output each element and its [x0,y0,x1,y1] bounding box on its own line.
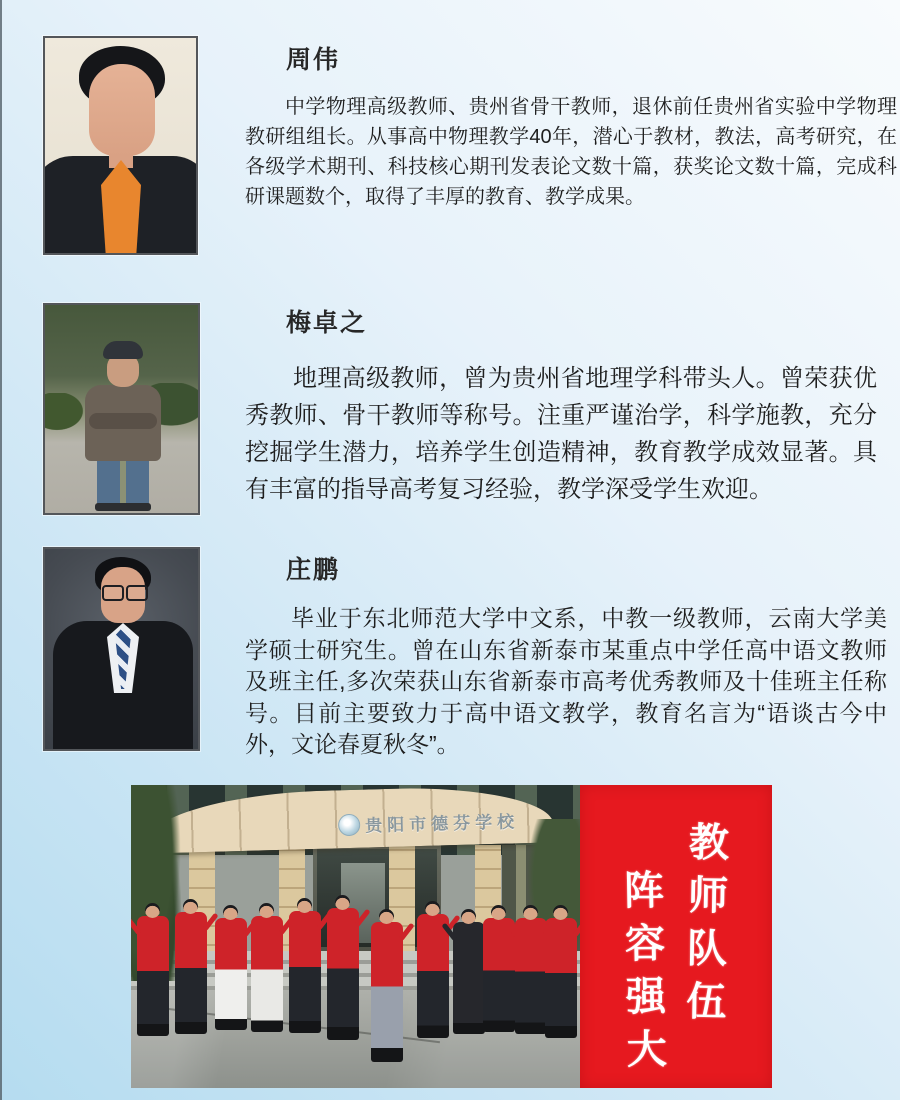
cap-illustration [103,341,143,359]
teacher-photo-meizhuozhi [43,303,200,515]
slogan-line-1: 教师队伍 [679,820,730,1034]
teacher-figure [137,916,169,1036]
teacher-photo-zhuangpeng [43,547,200,751]
crossed-arms-illustration [89,413,157,429]
jeans-illustration [97,461,149,505]
teacher-name: 庄鹏 [286,556,341,584]
teacher-figure [215,918,247,1030]
shrub-illustration [43,393,87,433]
teacher-figure [417,914,449,1038]
teacher-figure [327,908,359,1040]
school-sign-text: 贵阳市德芬学校 [364,812,520,836]
teacher-figure [371,922,403,1062]
teacher-figure [545,918,577,1038]
teacher-figure [515,918,547,1034]
teacher-name: 周伟 [286,46,341,74]
face-illustration [89,64,155,156]
teacher-figure [453,922,485,1034]
slogan-banner [580,785,772,1088]
teacher-photo-zhouwei [43,36,198,255]
teacher-bio: 地理高级教师，曾为贵州省地理学科带头人。曾荣获优秀教师、骨干教师等称号。注重严谨治学，科学施教，充分挖掘学生潜力，培养学生创造精神，教育教学成效显著。具有丰富的指导高考复习经验，教学深受学生欢迎。 [245,365,877,503]
teacher-name: 梅卓之 [286,309,368,337]
teacher-bio: 毕业于东北师范大学中文系，中教一级教师，云南大学美学硕士研究生。曾在山东省新泰市某重点中学任高中语文教师及班主任,多次荣获山东省新泰市高考优秀教师及十佳班主任称号。目前主要致力于高中语文教学，教育名言为“语谈古今中外，文论春夏秋冬”。 [245,605,887,757]
teacher-figure [175,912,207,1034]
shoes-illustration [95,503,151,511]
page-edge-line [0,0,2,1100]
school-sign [338,807,520,837]
teacher-figure [289,911,321,1033]
school-logo-icon [338,813,361,836]
glasses-icon [102,585,124,601]
teacher-figure [483,918,515,1032]
glasses-icon [126,585,148,601]
teacher-bio: 中学物理高级教师、贵州省骨干教师，退休前任贵州省实验中学物理教研组组长。从事高中物理教学40年，潜心于教材，教法，高考研究，在各级学术期刊、科技核心期刊发表论文数十篇，获奖论文数十篇，完成科研课题数个，取得了丰厚的教育、教学成果。 [245,96,897,208]
teacher-figure [251,916,283,1032]
group-photo [131,785,580,1088]
slogan-line-2: 阵容强大 [617,868,668,1082]
